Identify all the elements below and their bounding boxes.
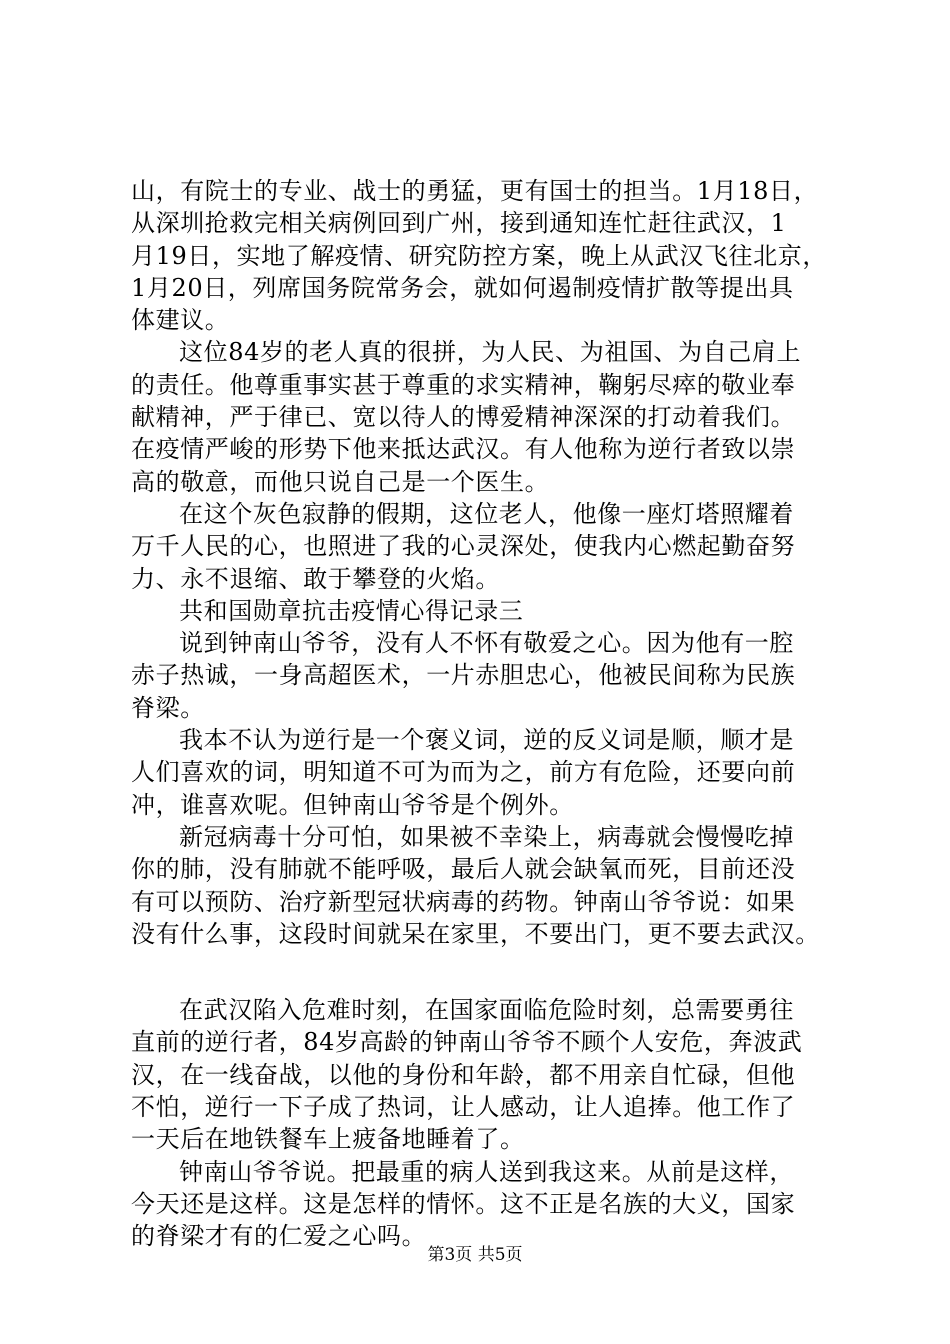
text-line: 新冠病毒十分可怕，如果被不幸染上，病毒就会慢慢吃掉 <box>179 822 794 851</box>
page-footer <box>0 1244 950 1266</box>
section-heading: 共和国勋章抗击疫情心得记录三 <box>179 596 524 625</box>
paragraph-2 <box>131 336 831 497</box>
paragraph-3 <box>131 498 831 595</box>
paragraph-7 <box>131 994 831 1155</box>
text-line: 不怕，逆行一下子成了热词，让人感动，让人追捧。他工作了 <box>131 1093 796 1122</box>
text-line: 有可以预防、治疗新型冠状病毒的药物。钟南山爷爷说：如果 <box>131 887 796 916</box>
text-line: 说到钟南山爷爷，没有人不怀有敬爱之心。因为他有一腔 <box>179 629 794 658</box>
text-line: 人们喜欢的词，明知道不可为而为之，前方有危险，还要向前 <box>131 758 796 787</box>
text-line: 月19日，实地了解疫情、研究防控方案，晚上从武汉飞往北京， <box>131 241 827 270</box>
text-line: 力、永不退缩、敢于攀登的火焰。 <box>131 564 500 593</box>
text-line: 直前的逆行者，84岁高龄的钟南山爷爷不顾个人安危，奔波武 <box>131 1028 803 1057</box>
text-line: 赤子热诚，一身高超医术，一片赤胆忠心，他被民间称为民族 <box>131 661 796 690</box>
text-line: 1月20日，列席国务院常务会，就如何遏制疫情扩散等提出具 <box>131 273 794 302</box>
text-line: 的脊梁才有的仁爱之心吗。 <box>131 1222 427 1251</box>
text-line: 一天后在地铁餐车上疲备地睡着了。 <box>131 1125 525 1154</box>
blank-spacer <box>131 950 831 994</box>
document-body <box>131 175 831 1253</box>
text-line: 献精神，严于律已、宽以待人的博爱精神深深的打动着我们。 <box>131 403 796 432</box>
text-line: 高的敬意，而他只说自己是一个医生。 <box>131 467 550 496</box>
text-line: 万千人民的心，也照进了我的心灵深处，使我内心燃起勤奋努 <box>131 532 796 561</box>
page-number: 第3页 共5页 <box>427 1245 523 1265</box>
text-line: 山，有院士的专业、战士的勇猛，更有国士的担当。1月18日， <box>131 177 819 205</box>
text-line: 汉，在一线奋战，以他的身份和年龄，都不用亲自忙碌，但他 <box>131 1060 796 1089</box>
paragraph-5 <box>131 724 831 821</box>
text-line: 你的肺，没有肺就不能呼吸，最后人就会缺氧而死，目前还没 <box>131 855 796 884</box>
text-line: 在这个灰色寂静的假期，这位老人，他像一座灯塔照耀着 <box>179 499 794 528</box>
text-line: 在疫情严峻的形势下他来抵达武汉。有人他称为逆行者致以崇 <box>131 435 796 464</box>
text-line: 脊梁。 <box>131 693 205 722</box>
text-line: 今天还是这样。这是怎样的情怀。这不正是名族的大义，国家 <box>131 1189 796 1218</box>
text-line: 体建议。 <box>131 306 230 335</box>
paragraph-4 <box>131 627 831 724</box>
text-line: 在武汉陷入危难时刻，在国家面临危险时刻，总需要勇往 <box>179 996 794 1025</box>
text-line: 的责任。他尊重事实甚于尊重的求实精神，鞠躬尽瘁的敬业奉 <box>131 370 796 399</box>
text-line: 从深圳抢救完相关病例回到广州，接到通知连忙赶往武汉，1 <box>131 209 787 238</box>
paragraph-8 <box>131 1156 831 1253</box>
text-line: 钟南山爷爷说。把最重的病人送到我这来。从前是这样， <box>179 1157 794 1186</box>
text-line: 没有什么事，这段时间就呆在家里，不要出门，更不要去武汉。 <box>131 919 820 948</box>
paragraph-1 <box>131 175 831 336</box>
text-line: 我本不认为逆行是一个褒义词，逆的反义词是顺，顺才是 <box>179 726 794 755</box>
text-line: 这位84岁的老人真的很拼，为人民、为祖国、为自己肩上 <box>179 338 802 367</box>
text-line: 冲，谁喜欢呢。但钟南山爷爷是个例外。 <box>131 790 574 819</box>
paragraph-6 <box>131 821 831 950</box>
